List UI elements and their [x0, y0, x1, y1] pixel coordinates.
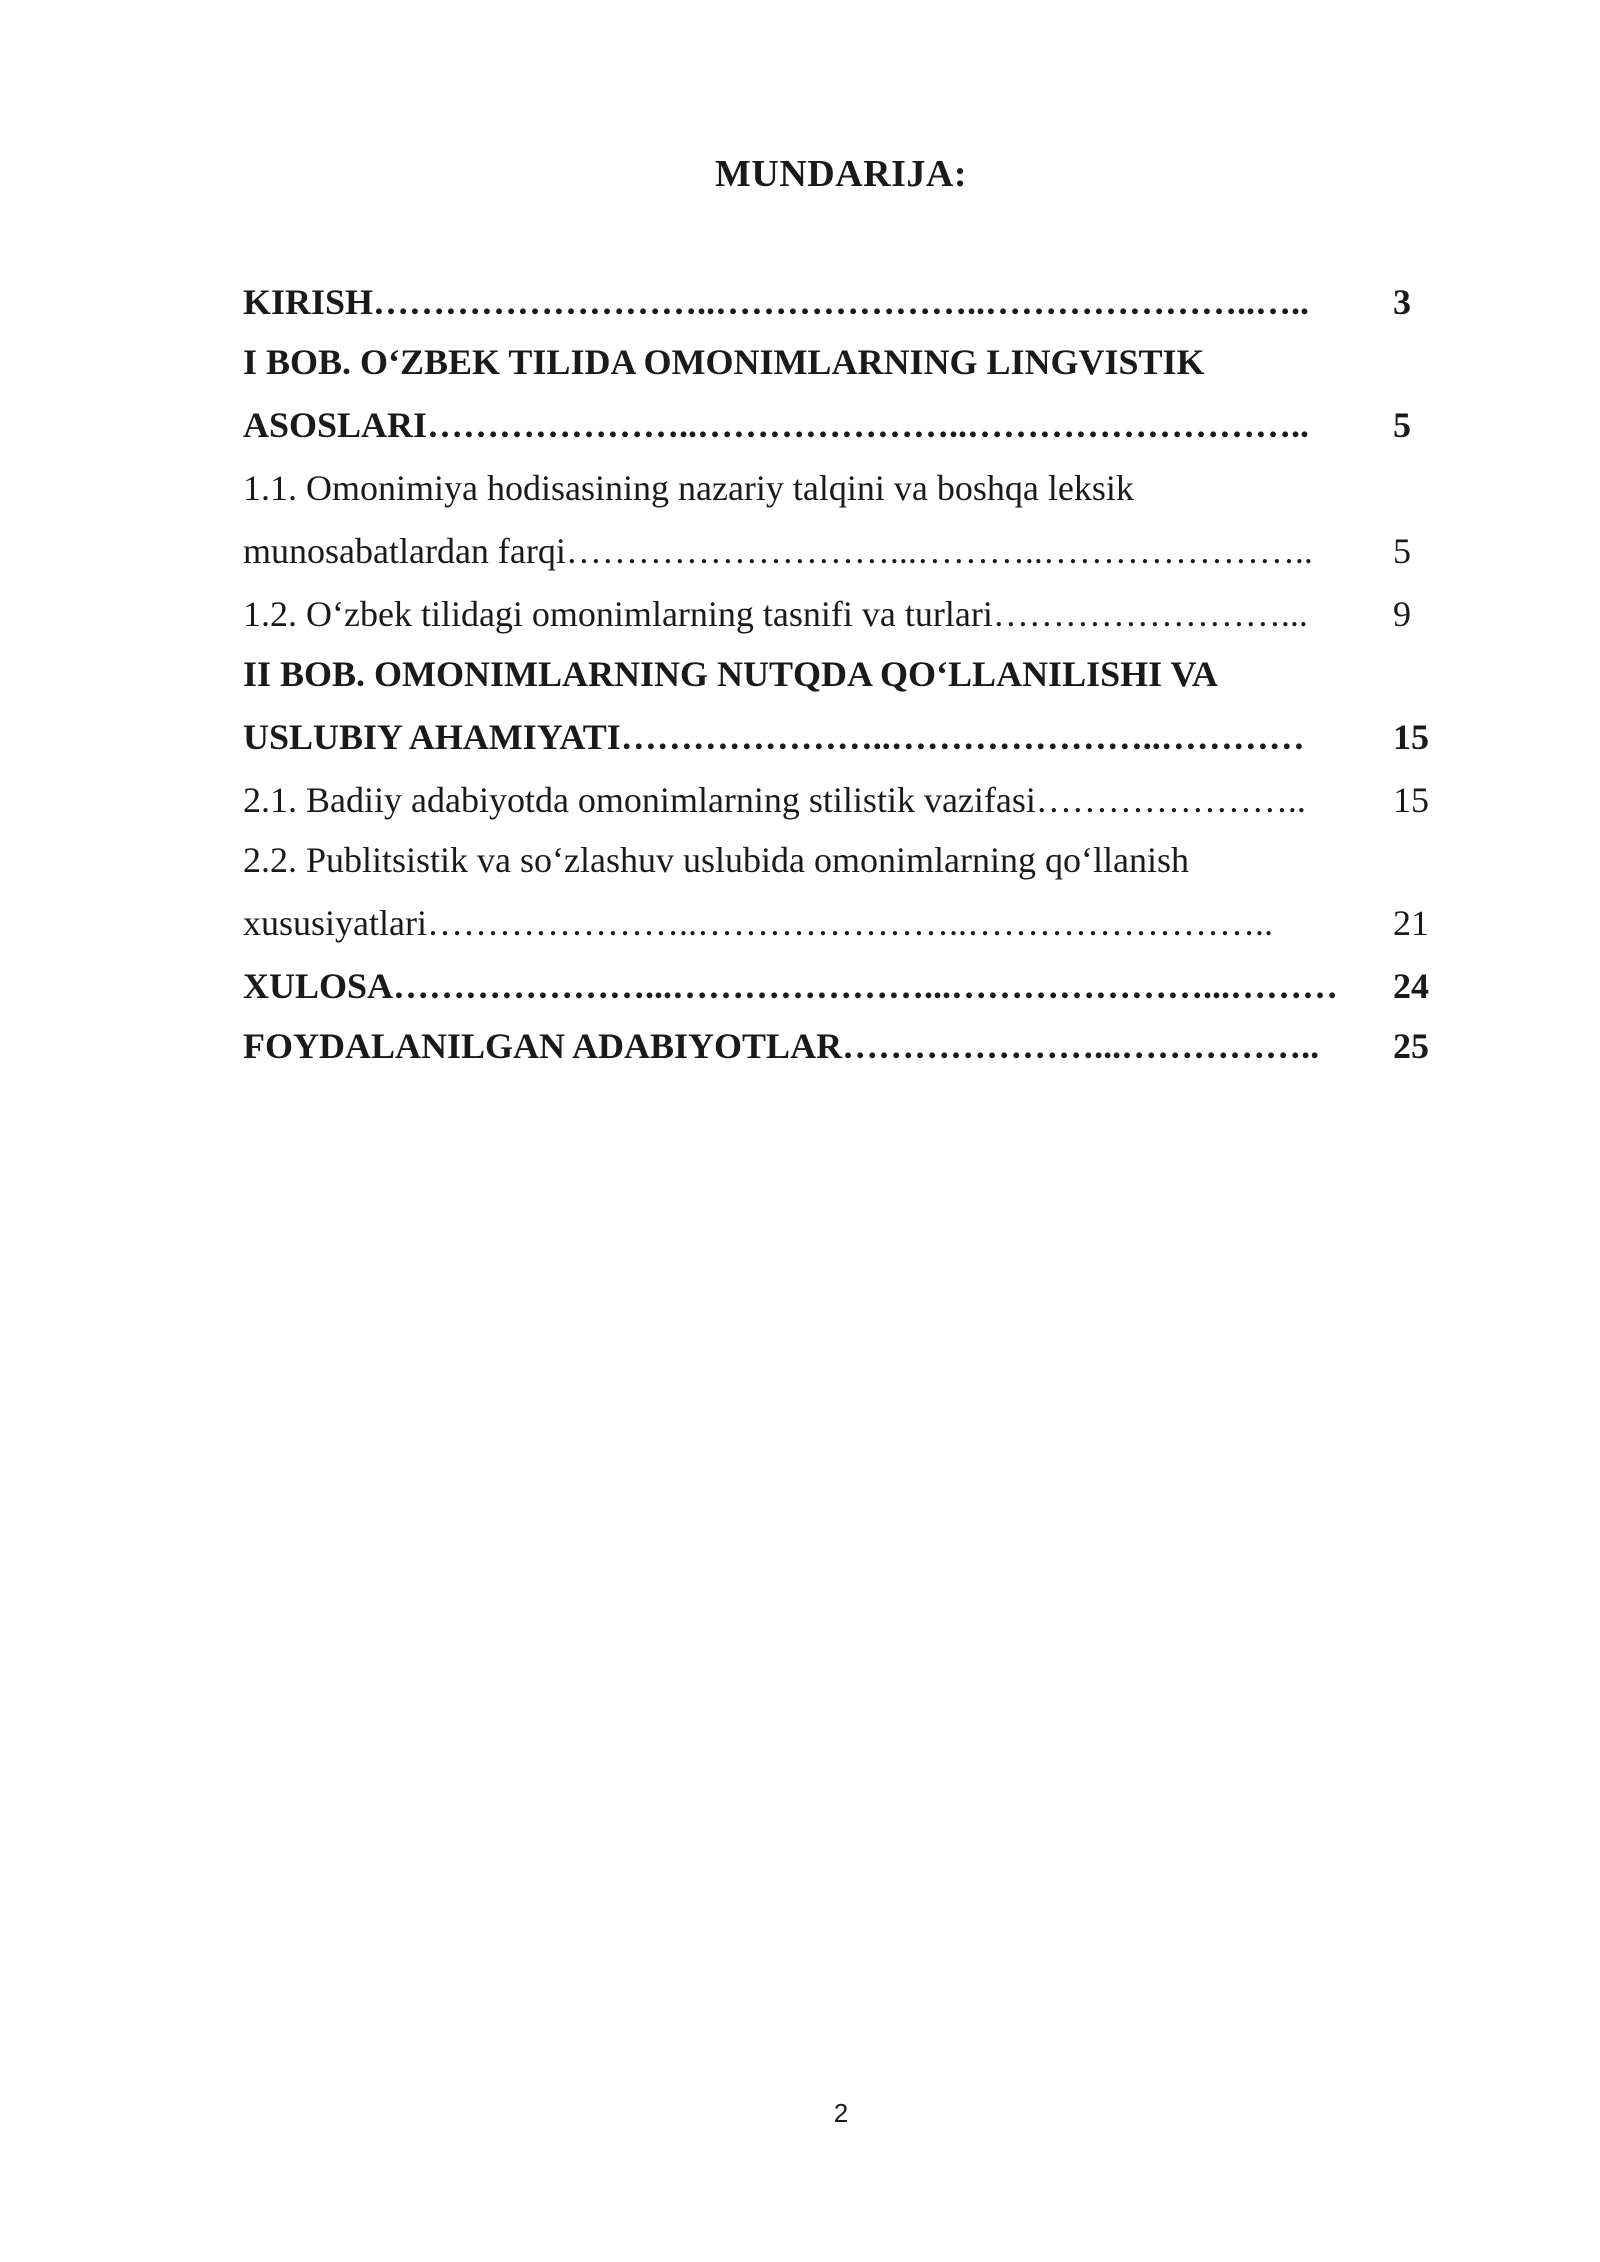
toc-entry-page: 5 — [1393, 405, 1411, 445]
toc-entry-bibliography[interactable] — [243, 1016, 1443, 1076]
toc-entry-page: 21 — [1393, 903, 1429, 943]
toc-entry-title: munosabatlardan farqi………………………...………..………………….. — [243, 531, 1313, 571]
toc-entry-xulosa[interactable] — [243, 956, 1443, 1016]
toc-entry-page: 5 — [1393, 531, 1411, 571]
toc-entry-title: XULOSA…………………...…………………...…………………...……… — [243, 966, 1339, 1006]
table-of-contents — [243, 272, 1443, 1076]
toc-entry-page: 9 — [1393, 594, 1411, 634]
toc-entry-title: FOYDALANILGAN ADABIYOTLAR…………………...…………….. — [243, 1026, 1320, 1066]
toc-entry-page: 3 — [1393, 282, 1411, 322]
page-title: MUNDARIJA: — [715, 153, 967, 195]
page-number: 2 — [833, 2098, 849, 2128]
toc-entry-title: ASOSLARI…………………..…………………..……………………….. — [243, 405, 1310, 445]
toc-entry-page: 25 — [1393, 1026, 1429, 1066]
toc-entry-title: USLUBIY AHAMIYATI…………………..…………………..………… — [243, 717, 1305, 757]
toc-entry-section-1-1[interactable] — [243, 458, 1443, 518]
toc-entry-title: 2.1. Badiiy adabiyotda omonimlarning stilistik vazifasi………………….. — [243, 780, 1306, 820]
toc-entry-title: 1.2. O‘zbek tilidagi omonimlarning tasnifi va turlari……………………... — [243, 594, 1308, 634]
toc-entry-section-2-2[interactable] — [243, 830, 1443, 890]
toc-entry-kirish[interactable] — [243, 272, 1443, 332]
toc-entry-section-2-1[interactable] — [243, 770, 1443, 830]
toc-entry-title: I BOB. O‘ZBEK TILIDA OMONIMLARNING LINGVISTIK — [243, 342, 1205, 382]
toc-entry-section-1-2[interactable] — [243, 584, 1443, 644]
toc-entry-page: 24 — [1393, 966, 1429, 1006]
toc-entry-section-1-1-cont[interactable] — [243, 518, 1443, 584]
toc-entry-title: KIRISH………………………..…………………..…………………..….. — [243, 282, 1310, 322]
toc-entry-page: 15 — [1393, 780, 1429, 820]
toc-entry-page: 15 — [1393, 717, 1429, 757]
toc-entry-section-2-2-cont[interactable] — [243, 890, 1443, 956]
toc-entry-title: xususiyatlari…………………..…………………..…………………….. — [243, 903, 1273, 943]
toc-entry-title: II BOB. OMONIMLARNING NUTQDA QO‘LLANILISHI VA — [243, 654, 1218, 694]
toc-entry-chapter-2-cont[interactable] — [243, 704, 1443, 770]
toc-entry-chapter-1[interactable] — [243, 332, 1443, 392]
toc-entry-chapter-2[interactable] — [243, 644, 1443, 704]
toc-entry-chapter-1-cont[interactable] — [243, 392, 1443, 458]
toc-entry-title: 1.1. Omonimiya hodisasining nazariy talqini va boshqa leksik — [243, 468, 1134, 508]
toc-entry-title: 2.2. Publitsistik va so‘zlashuv uslubida omonimlarning qo‘llanish — [243, 840, 1189, 880]
